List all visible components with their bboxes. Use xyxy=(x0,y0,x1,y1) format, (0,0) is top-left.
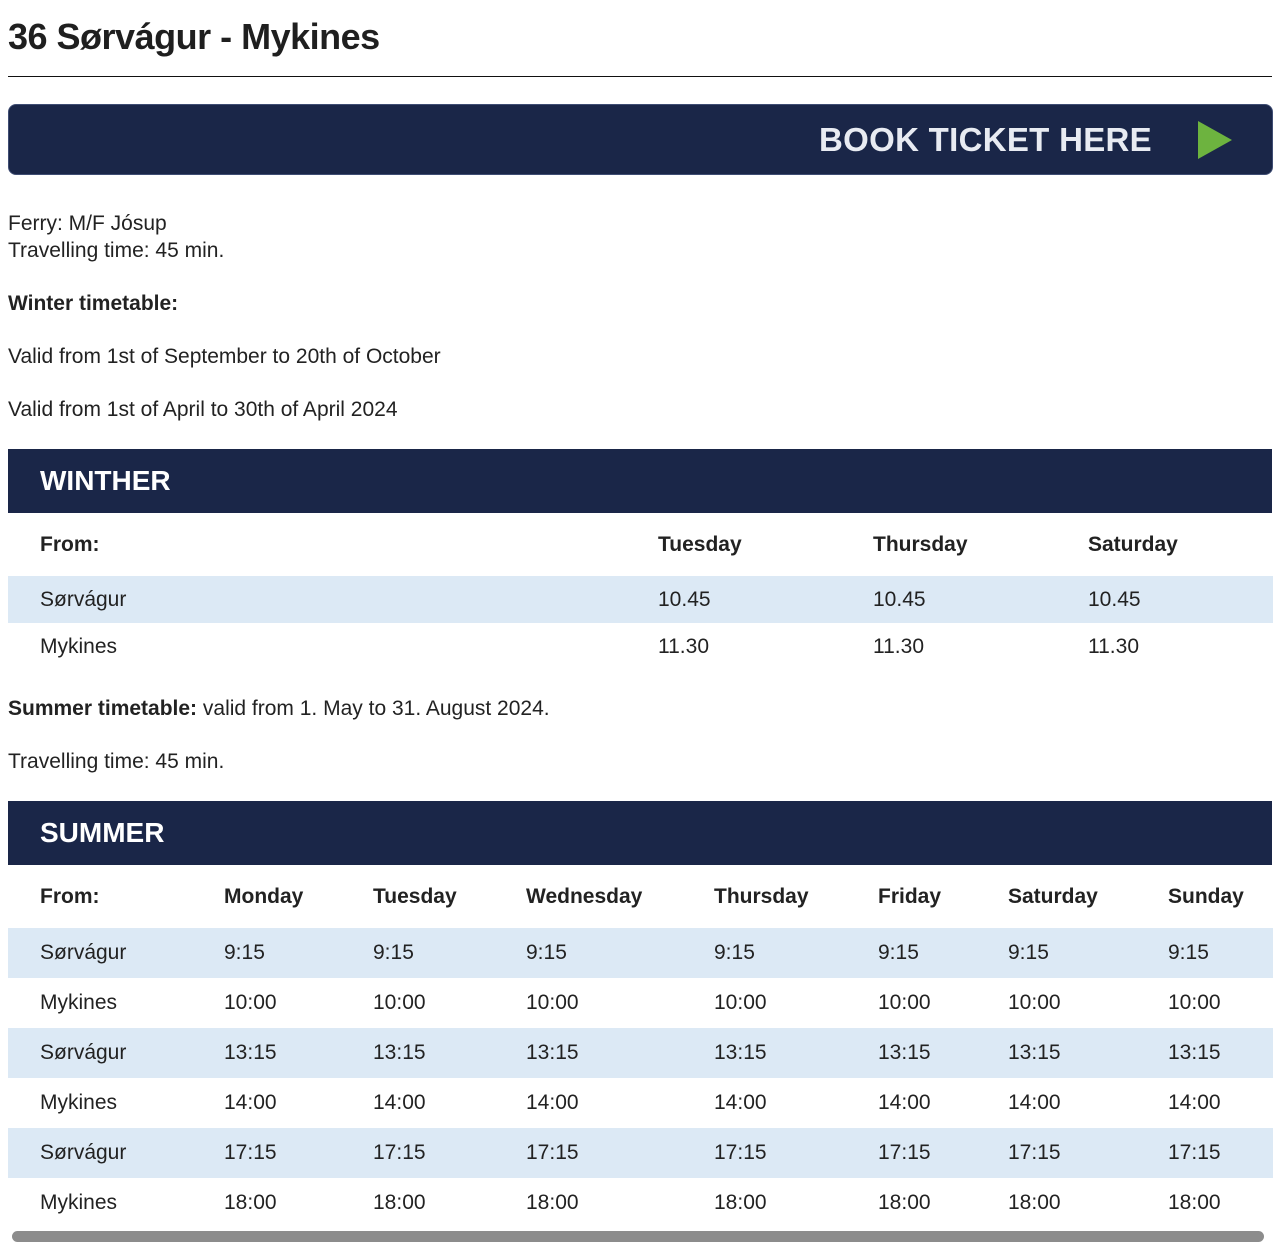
departure-port: Mykines xyxy=(40,634,118,658)
departure-time: 13:15 xyxy=(878,1041,931,1064)
summer-timetable-label: Summer timetable: xyxy=(8,697,198,720)
winter-header-2: Thursday xyxy=(873,532,968,556)
book-ticket-label: BOOK TICKET HERE xyxy=(819,120,1152,158)
departure-time: 14:00 xyxy=(526,1091,579,1114)
departure-time: 9:15 xyxy=(714,941,755,964)
departure-time: 17:15 xyxy=(373,1141,426,1164)
departure-port: Sørvágur xyxy=(40,1041,127,1064)
book-ticket-button[interactable] xyxy=(8,104,1273,175)
departure-time: 10:00 xyxy=(373,991,426,1014)
departure-time: 18:00 xyxy=(714,1191,767,1214)
ferry-name: Ferry: M/F Jósup xyxy=(8,212,167,235)
departure-time: 13:15 xyxy=(1168,1041,1221,1064)
summer-valid-line xyxy=(8,695,1272,722)
departure-time: 13:15 xyxy=(526,1041,579,1064)
departure-time: 10:00 xyxy=(1168,991,1221,1014)
winter-header-0: From: xyxy=(40,532,100,556)
departure-time: 13:15 xyxy=(373,1041,426,1064)
departure-port: Sørvágur xyxy=(40,941,127,964)
summer-timetable xyxy=(8,865,1273,1228)
departure-time: 17:15 xyxy=(224,1141,277,1164)
departure-time: 10:00 xyxy=(714,991,767,1014)
departure-time: 14:00 xyxy=(1008,1091,1061,1114)
departure-time: 18:00 xyxy=(373,1191,426,1214)
winter-section-header: WINTHER xyxy=(8,449,1272,513)
table-row xyxy=(8,1128,1273,1178)
table-row xyxy=(8,1028,1273,1078)
departure-time: 13:15 xyxy=(714,1041,767,1064)
departure-time: 13:15 xyxy=(224,1041,277,1064)
departure-time: 10.45 xyxy=(873,587,926,611)
departure-time: 18:00 xyxy=(1008,1191,1061,1214)
departure-time: 14:00 xyxy=(1168,1091,1221,1114)
departure-time: 17:15 xyxy=(1168,1141,1221,1164)
summer-info xyxy=(8,695,1272,775)
winter-valid-1: Valid from 1st of September to 20th of October xyxy=(8,345,441,368)
departure-time: 14:00 xyxy=(714,1091,767,1114)
departure-time: 9:15 xyxy=(526,941,567,964)
table-row xyxy=(8,576,1273,623)
summer-header-0: From: xyxy=(40,884,100,908)
departure-time: 10:00 xyxy=(224,991,277,1014)
table-row xyxy=(8,1178,1273,1228)
departure-time: 13:15 xyxy=(1008,1041,1061,1064)
ferry-info xyxy=(8,210,1272,423)
departure-time: 11.30 xyxy=(1088,634,1139,658)
travel-time: Travelling time: 45 min. xyxy=(8,239,225,262)
departure-time: 18:00 xyxy=(878,1191,931,1214)
departure-time: 17:15 xyxy=(714,1141,767,1164)
departure-port: Mykines xyxy=(40,1191,118,1214)
departure-port: Mykines xyxy=(40,1091,118,1114)
departure-time: 10.45 xyxy=(658,587,711,611)
winter-header-1: Tuesday xyxy=(658,532,742,556)
table-row xyxy=(8,978,1273,1028)
departure-time: 9:15 xyxy=(1008,941,1049,964)
departure-time: 11.30 xyxy=(658,634,709,658)
summer-header-6: Saturday xyxy=(1008,884,1098,908)
table-row xyxy=(8,928,1273,978)
summer-header-1: Monday xyxy=(224,884,304,908)
winter-valid-2: Valid from 1st of April to 30th of April 2024 xyxy=(8,398,398,421)
summer-section-header: SUMMER xyxy=(8,801,1272,865)
departure-port: Mykines xyxy=(40,991,118,1014)
departure-port: Sørvágur xyxy=(40,1141,127,1164)
summer-header-5: Friday xyxy=(878,884,942,908)
departure-time: 10:00 xyxy=(526,991,579,1014)
departure-time: 18:00 xyxy=(224,1191,277,1214)
summer-valid-text: valid from 1. May to 31. August 2024. xyxy=(197,697,550,720)
summer-travel-time: Travelling time: 45 min. xyxy=(8,750,225,773)
departure-time: 17:15 xyxy=(1008,1141,1061,1164)
departure-time: 17:15 xyxy=(878,1141,931,1164)
departure-time: 14:00 xyxy=(373,1091,426,1114)
summer-header-3: Wednesday xyxy=(526,884,643,908)
departure-time: 9:15 xyxy=(224,941,265,964)
table-row xyxy=(8,623,1273,670)
departure-time: 10.45 xyxy=(1088,587,1141,611)
departure-time: 9:15 xyxy=(1168,941,1209,964)
departure-time: 14:00 xyxy=(878,1091,931,1114)
departure-time: 9:15 xyxy=(878,941,919,964)
horizontal-scrollbar[interactable] xyxy=(12,1231,1264,1242)
departure-time: 9:15 xyxy=(373,941,414,964)
summer-header-2: Tuesday xyxy=(373,884,457,908)
play-icon xyxy=(1198,121,1232,159)
summer-header-7: Sunday xyxy=(1168,884,1244,908)
departure-time: 14:00 xyxy=(224,1091,277,1114)
table-row xyxy=(8,1078,1273,1128)
winter-timetable xyxy=(8,513,1273,670)
departure-time: 17:15 xyxy=(526,1141,579,1164)
departure-time: 11.30 xyxy=(873,634,924,658)
departure-time: 18:00 xyxy=(1168,1191,1221,1214)
winter-timetable-heading: Winter timetable: xyxy=(8,292,179,315)
departure-port: Sørvágur xyxy=(40,587,127,611)
page-title: 36 Sørvágur - Mykines xyxy=(8,0,1272,77)
departure-time: 10:00 xyxy=(1008,991,1061,1014)
departure-time: 10:00 xyxy=(878,991,931,1014)
winter-header-3: Saturday xyxy=(1088,532,1178,556)
summer-header-4: Thursday xyxy=(714,884,809,908)
departure-time: 18:00 xyxy=(526,1191,579,1214)
